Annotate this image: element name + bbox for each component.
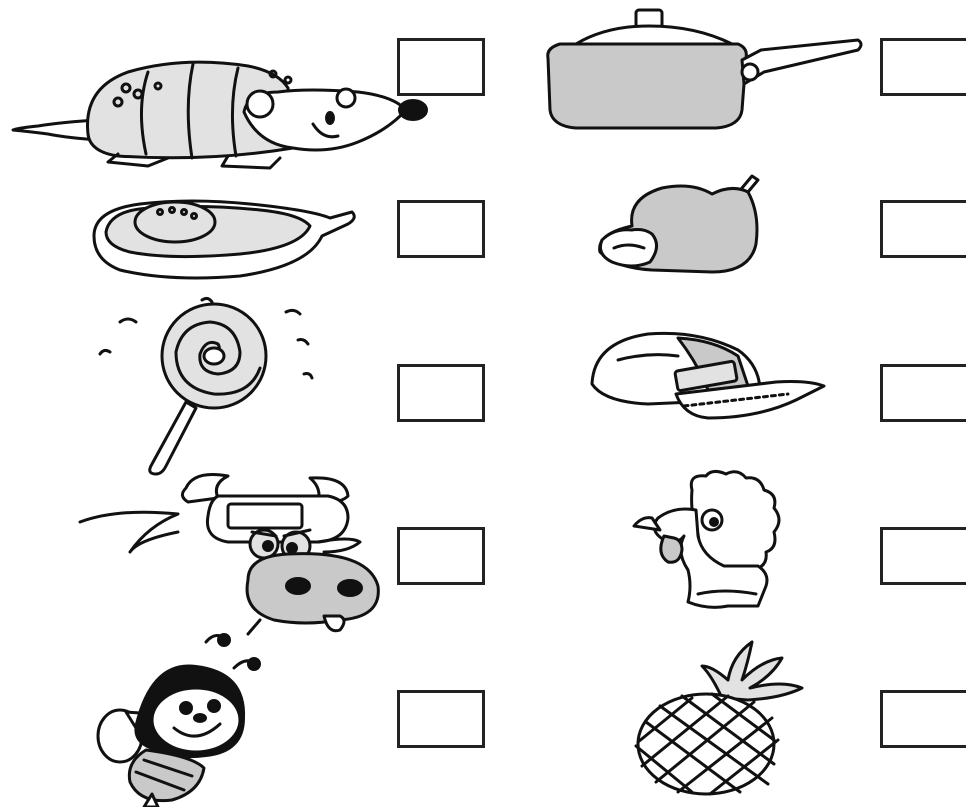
answer-box-bee[interactable]	[397, 690, 485, 748]
bull-icon	[78, 470, 398, 650]
saucepan-icon	[546, 10, 866, 135]
rooster-icon	[628, 470, 798, 615]
pear-icon	[592, 174, 767, 274]
answer-box-saucepan[interactable]	[880, 38, 966, 96]
answer-box-avocado[interactable]	[397, 200, 485, 258]
answer-box-bull[interactable]	[397, 527, 485, 585]
pineapple-icon	[632, 636, 812, 796]
answer-box-pear[interactable]	[880, 200, 966, 258]
cap-icon	[588, 330, 828, 425]
answer-box-lollipop[interactable]	[397, 364, 485, 422]
answer-box-pineapple[interactable]	[880, 690, 966, 748]
answer-box-armadillo[interactable]	[397, 38, 485, 96]
avocado-icon	[90, 196, 360, 281]
answer-box-rooster[interactable]	[880, 527, 966, 585]
bee-icon	[96, 632, 266, 807]
lollipop-icon	[90, 298, 330, 478]
armadillo-icon	[8, 58, 438, 173]
answer-box-cap[interactable]	[880, 364, 966, 422]
